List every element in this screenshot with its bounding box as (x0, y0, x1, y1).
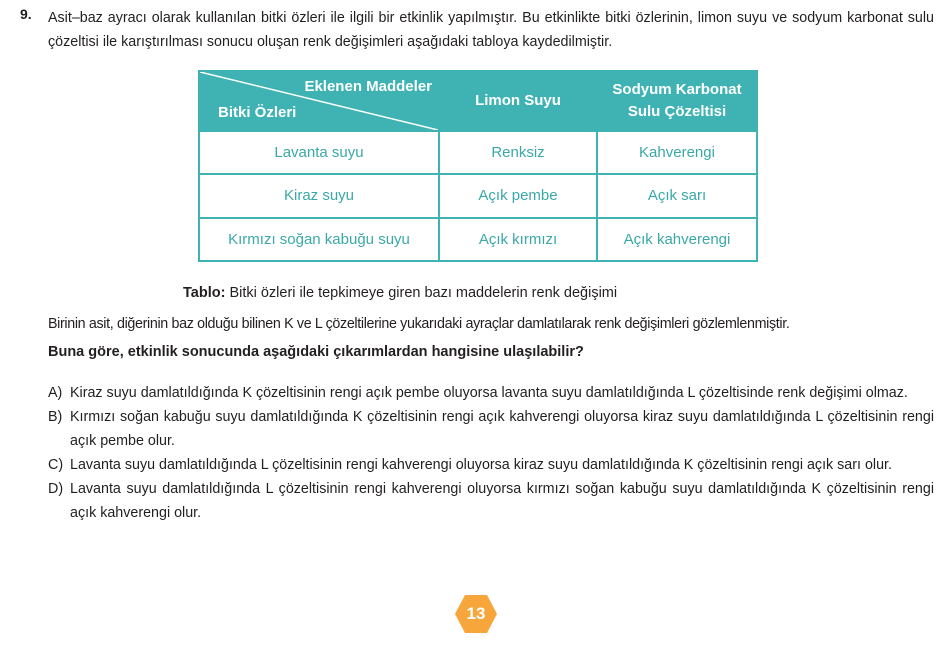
lemon-result-cell: Renksiz (439, 131, 597, 174)
page-number: 13 (466, 604, 486, 623)
table-row (199, 174, 757, 217)
option-text: Lavanta suyu damlatıldığında L çözeltisinin rengi kahverengi oluyorsa kiraz suyu damlatıldığında K çözeltisinin rengi açık sarı olur. (70, 457, 892, 473)
lemon-result-cell: Açık kırmızı (439, 218, 597, 261)
added-substances-label: Eklenen Maddeler (304, 78, 432, 95)
question-number: 9. (20, 6, 32, 22)
header-sodium-carbonate-line1: Sodyum Karbonat (612, 81, 742, 98)
option-c[interactable] (48, 453, 934, 477)
option-letter: C) (48, 457, 64, 473)
question-statement: Birinin asit, diğerinin baz olduğu bilinen K ve L çözeltilerine yukarıdaki ayraçlar damlatılarak renk değişimleri gözlemlenmiştir. (48, 316, 790, 332)
extract-cell: Lavanta suyu (199, 131, 439, 174)
table-row (199, 218, 757, 261)
option-letter: B) (48, 409, 63, 425)
question-intro: Asit–baz ayracı olarak kullanılan bitki özleri ile ilgili bir etkinlik yapılmıştır. Bu etkinlikte bitki özlerinin, limon suyu ve sodyum karbonat sulu çözeltisi ile karıştırılması sonucu oluşan renk değişimleri aşağıdaki tabloya kaydedilmiştir. (48, 10, 934, 50)
option-text: Kiraz suyu damlatıldığında K çözeltisinin rengi açık pembe oluyorsa lavanta suyu damlatıldığında L çözeltisinde renk değişimi olmaz. (70, 385, 908, 401)
header-sodium-carbonate-line2: Sulu Çözeltisi (627, 103, 727, 120)
header-lemon-juice: Limon Suyu (439, 71, 597, 131)
option-letter: D) (48, 481, 64, 497)
lemon-result-cell: Açık pembe (439, 174, 597, 217)
soda-result-cell: Açık sarı (597, 174, 757, 217)
option-text: Kırmızı soğan kabuğu suyu damlatıldığında K çözeltisinin rengi açık kahverengi oluyorsa kiraz suyu damlatıldığında L çözeltisinin rengi açık pembe olur. (70, 409, 934, 449)
diagonal-header-cell (199, 71, 439, 131)
header-sodium-carbonate (597, 71, 757, 131)
caption-text: Bitki özleri ile tepkimeye giren bazı maddelerin renk değişimi (225, 285, 618, 301)
soda-result-cell: Kahverengi (597, 131, 757, 174)
caption-label: Tablo: (183, 285, 226, 301)
plant-extracts-label: Bitki Özleri (218, 104, 297, 121)
option-a[interactable] (48, 381, 934, 405)
question-prompt: Buna göre, etkinlik sonucunda aşağıdaki çıkarımlardan hangisine ulaşılabilir? (48, 344, 584, 360)
table-header-row (199, 71, 757, 131)
color-change-table (198, 70, 758, 262)
extract-cell: Kiraz suyu (199, 174, 439, 217)
option-b[interactable] (48, 405, 934, 453)
extract-cell: Kırmızı soğan kabuğu suyu (199, 218, 439, 261)
option-letter: A) (48, 385, 63, 401)
table-row (199, 131, 757, 174)
table-caption (183, 285, 617, 301)
option-d[interactable] (48, 477, 934, 525)
answer-options (48, 381, 934, 525)
soda-result-cell: Açık kahverengi (597, 218, 757, 261)
option-text: Lavanta suyu damlatıldığında L çözeltisinin rengi kahverengi oluyorsa kırmızı soğan kabuğu suyu damlatıldığında K çözeltisinin rengi açık kahverengi olur. (70, 481, 934, 521)
page-number-badge (454, 594, 498, 634)
